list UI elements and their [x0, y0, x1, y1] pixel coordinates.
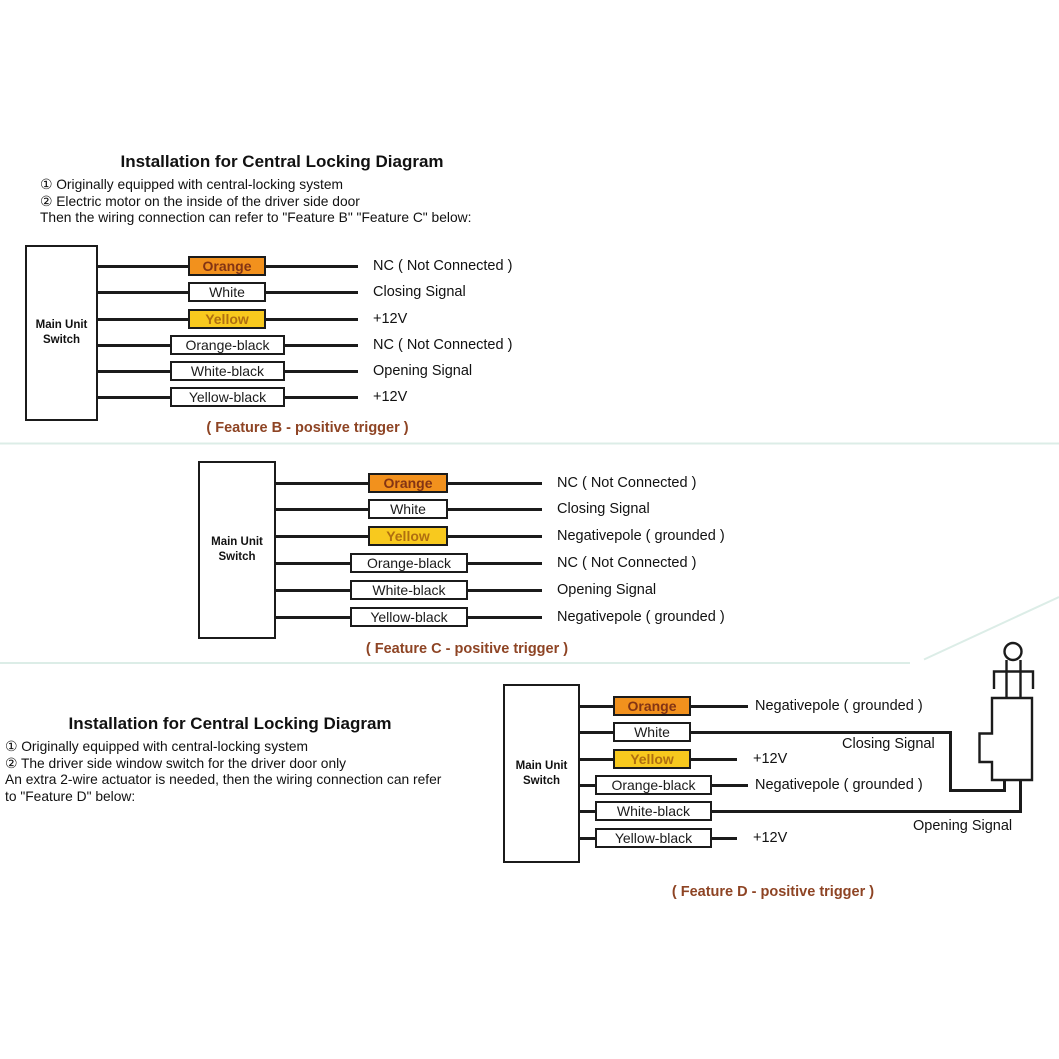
wire-color-box	[613, 722, 691, 742]
wire-color-label: White	[390, 501, 426, 517]
note-line: to "Feature D" below:	[5, 788, 136, 804]
wire-line	[579, 705, 613, 708]
wire-color-box	[170, 361, 285, 381]
wire-line	[275, 482, 368, 485]
main-unit-switch-label: Main Unit	[211, 536, 263, 548]
signal-label: NC ( Not Connected )	[557, 475, 697, 491]
wire-line	[712, 837, 737, 840]
wire-line	[579, 731, 613, 734]
signal-label: +12V	[373, 311, 408, 327]
wire-line	[275, 616, 350, 619]
note-line: ① Originally equipped with central-locking system	[40, 177, 343, 192]
wire-line	[285, 344, 358, 347]
door-lock-actuator-icon	[980, 643, 1034, 780]
wire-line	[97, 318, 188, 321]
wire-color-label: Yellow	[205, 311, 249, 327]
section-divider-line	[0, 444, 1059, 664]
wire-color-label: Orange	[627, 698, 677, 714]
main-unit-switch-label: Switch	[218, 551, 256, 563]
wire-line	[275, 508, 368, 511]
wire-color-label: Yellow-black	[614, 830, 693, 846]
wire-line	[448, 482, 542, 485]
main-unit-switch-label: Main Unit	[35, 319, 88, 331]
wire-line	[266, 265, 358, 268]
wire-color-label: White-black	[190, 363, 265, 379]
wire-color-box	[595, 828, 712, 848]
wire-line	[448, 508, 542, 511]
wire-line	[468, 562, 542, 565]
feature-c-caption: ( Feature C - positive trigger )	[365, 641, 569, 657]
wire-color-box	[170, 387, 285, 407]
wire-line	[266, 318, 358, 321]
wire-color-box	[595, 801, 712, 821]
signal-label: Closing Signal	[842, 736, 935, 752]
wire-color-label: Yellow-black	[188, 389, 267, 405]
wire-line	[579, 837, 595, 840]
wire-color-label: White-black	[616, 803, 691, 819]
wire-line	[579, 758, 613, 761]
wire-line	[468, 616, 542, 619]
wire-color-box	[595, 775, 712, 795]
wire-line	[285, 396, 358, 399]
signal-label: +12V	[753, 830, 788, 846]
wire-line	[97, 370, 170, 373]
wire-line	[266, 291, 358, 294]
main-unit-switch-box	[25, 245, 98, 421]
wire-color-label: Yellow	[630, 751, 674, 767]
wire-color-label: Orange	[202, 258, 252, 274]
wire-color-box	[188, 282, 266, 302]
note-line: ② The driver side window switch for the driver door only	[5, 755, 347, 771]
main-unit-switch-label: Switch	[42, 334, 81, 346]
wire-line	[448, 535, 542, 538]
wire-color-box	[613, 696, 691, 716]
signal-label: +12V	[373, 389, 408, 405]
wire-line	[275, 562, 350, 565]
feature-d-caption: ( Feature D - positive trigger )	[671, 884, 875, 900]
wire-line	[691, 758, 737, 761]
wire-color-box	[188, 309, 266, 329]
main-unit-switch-box	[198, 461, 276, 639]
signal-label: NC ( Not Connected )	[557, 555, 697, 571]
wire-color-box	[368, 473, 448, 493]
signal-label: Closing Signal	[557, 501, 650, 517]
note-line: ① Originally equipped with central-locking system	[5, 739, 308, 754]
wire-line	[97, 344, 170, 347]
signal-label: Negativepole ( grounded )	[557, 528, 725, 544]
signal-label: Negativepole ( grounded )	[557, 609, 725, 625]
wire-color-label: Yellow	[386, 528, 430, 544]
signal-label: Closing Signal	[373, 284, 466, 300]
wire-color-box	[350, 553, 468, 573]
section-b-title: Installation for Central Locking Diagram	[120, 152, 444, 171]
wire-line	[579, 784, 595, 787]
wire-color-box	[188, 256, 266, 276]
wire-color-label: Orange-black	[366, 555, 452, 571]
wire-line	[468, 589, 542, 592]
wire-line	[285, 370, 358, 373]
wire-line	[275, 535, 368, 538]
wire-color-box	[350, 607, 468, 627]
wire-line	[712, 784, 748, 787]
signal-label: NC ( Not Connected )	[373, 258, 513, 274]
wire-color-box	[613, 749, 691, 769]
main-unit-switch-box	[503, 684, 580, 863]
wire-line	[97, 396, 170, 399]
main-unit-switch-label: Main Unit	[515, 759, 568, 772]
signal-label: +12V	[753, 751, 788, 767]
note-line: ② Electric motor on the inside of the driver side door	[40, 193, 360, 209]
section-b-notes	[40, 177, 471, 227]
wire-color-label: White-black	[372, 582, 446, 598]
section-d-title: Installation for Central Locking Diagram	[68, 714, 392, 733]
feature-b-caption: ( Feature B - positive trigger )	[206, 420, 409, 436]
wire-color-label: White	[634, 724, 670, 740]
wire-line	[97, 265, 188, 268]
section-d-notes	[5, 739, 441, 805]
signal-label: Negativepole ( grounded )	[755, 777, 923, 793]
wire-line	[97, 291, 188, 294]
wire-color-label: Orange-black	[185, 337, 270, 353]
wire-line	[579, 810, 595, 813]
wire-color-label: Yellow-black	[370, 609, 448, 625]
wire-line	[691, 705, 748, 708]
wire-color-label: Orange	[383, 475, 433, 491]
note-line: Then the wiring connection can refer to "Feature B" "Feature C" below:	[40, 210, 472, 226]
wire-color-label: White	[209, 284, 245, 300]
signal-label: NC ( Not Connected )	[373, 337, 513, 353]
wire-color-box	[350, 580, 468, 600]
signal-label: Opening Signal	[373, 363, 473, 379]
wire-color-box	[368, 499, 448, 519]
wire-line	[275, 589, 350, 592]
wire-color-label: Orange-black	[611, 777, 696, 793]
signal-label: Negativepole ( grounded )	[755, 698, 923, 714]
main-unit-switch-label: Switch	[522, 774, 561, 787]
wire-color-box	[368, 526, 448, 546]
signal-label: Opening Signal	[913, 818, 1013, 834]
wire-color-box	[170, 335, 285, 355]
note-line: An extra 2-wire actuator is needed, then the wiring connection can refer	[5, 772, 442, 788]
signal-label: Opening Signal	[557, 582, 657, 598]
